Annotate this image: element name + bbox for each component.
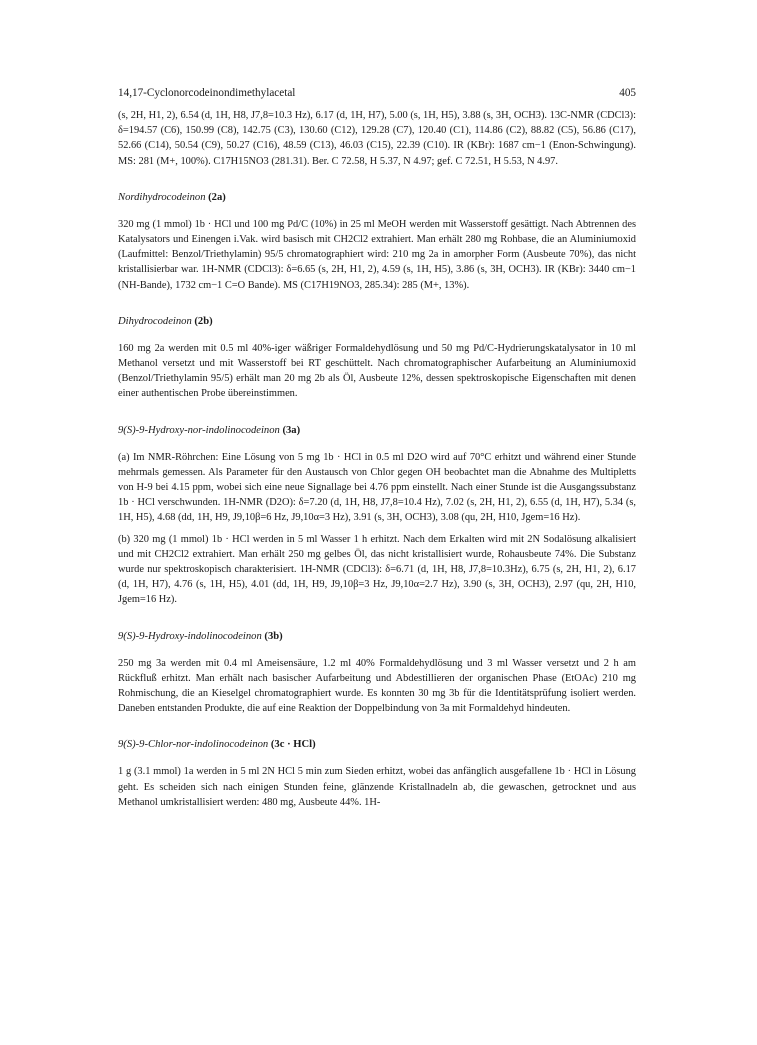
- intro-paragraph: (s, 2H, H1, 2), 6.54 (d, 1H, H8, J7,8=10.3 Hz), 6.17 (d, 1H, H7), 5.00 (s, 1H, H5), 3.88 (s, 3H, OCH3). 13C-NMR (CDCl3): δ=194.57 (C6), 150.99 (C8), 142.75 (C3), 130.60 (C12), 129.28 (C7), 120.40 (C1), 114.86 (C2), 88.82 (C5), 56.86 (C17), 52.66 (C14), 50.54 (C9), 50.27 (C16), 48.59 (C13), 46.03 (C15), 22.39 (C10). IR (KBr): 1687 cm−1 (Enon-Schwingung). MS: 281 (M+, 100%). C17H15NO3 (281.31). Ber. C 72.58, H 5.37, N 4.97; gef. C 72.51, H 5.53, N 4.97.: [118, 110, 636, 167]
- section-2b-paragraph: 160 mg 2a werden mit 0.5 ml 40%-iger wäßriger Formaldehydlösung und 50 mg Pd/C-Hydrierungskatalysator in 10 ml Methanol versetzt und mit Wasserstoff bei RT geschüttelt. Nach chromatographischer Aufarbeitung an Aluminiumoxid (Benzol/Triethylamin 95/5) erhält man 20 mg 2b als Öl, Ausbeute 12%, dessen spektroskopische Eigenschaften mit denen einer authentischen Probe übereinstimmen.: [118, 342, 636, 400]
- section-3a-paragraph-b: (b) 320 mg (1 mmol) 1b · HCl werden in 5 ml Wasser 1 h erhitzt. Nach dem Erkalten wird mit 2N Sodalösung alkalisiert und mit CH2Cl2 extrahiert. Man erhält 250 mg gelbes Öl, das nicht kristallisiert wurde, Rohausbeute 74%. Die Substanz wurde nur spektroskopisch charakterisiert. 1H-NMR (CDCl3): δ=6.71 (d, 1H, H8, J7,8=10.3Hz), 6.75 (s, 2H, H1, 2), 6.17 (d, 1H, H7), 4.76 (s, 1H, H5), 4.01 (dd, 1H, H9, J9,10β=3 Hz, J9,10α=2.7 Hz), 3.90 (s, 3H, OCH3), 2.97 (qu, 2H, H10, Jgem=16 Hz).: [118, 533, 636, 606]
- section-3b-paragraph: 250 mg 3a werden mit 0.4 ml Ameisensäure, 1.2 ml 40% Formaldehydlösung und 3 ml Wasser versetzt und 2 h am Rückfluß erhitzt. Man erhält nach basischer Aufarbeitung und Abdestillieren der organischen Phase (EtOAc) 210 mg Rohmischung, die an Kieselgel chromatographiert wurde. Es konnten 30 mg 3b für die Identitätsprüfung isoliert werden. Daneben entstanden Produkte, die auf eine Reaktion der Doppelbindung von 3a mit Formaldehyd hindeuten.: [118, 657, 636, 715]
- section-2a-paragraph: 320 mg (1 mmol) 1b · HCl und 100 mg Pd/C (10%) in 25 ml MeOH werden mit Wasserstoff gesättigt. Nach Abtrennen des Katalysators und Einengen i.Vak. wird basisch mit CH2Cl2 extrahiert. Man erhält 280 mg Rohbase, die an Aluminiumoxid (Laufmittel: Benzol/Triethylamin) 95/5 chromatographiert wird: 210 mg 2a in amorpher Form (Ausbeute 70%), das nicht kristallisierbar war. 1H-NMR (CDCl3): δ=6.65 (s, 2H, H1, 2), 4.59 (s, 1H, H5), 3.86 (s, 3H, OCH3). IR (KBr): 3440 cm−1 (NH-Bande), 1732 cm−1 C=O Bande). MS (C17H19NO3, 285.34): 285 (M+, 13%).: [118, 218, 636, 291]
- section-3c-paragraph: 1 g (3.1 mmol) 1a werden in 5 ml 2N HCl 5 min zum Sieden erhitzt, wobei das anfänglich ausgefallene 1b · HCl in Lösung geht. Es scheiden sich nach einigen Stunden feine, glänzende Kristallnadeln ab, die gewaschen, getrocknet und aus Methanol umkristallisiert werden: 480 mg, Ausbeute 44%. 1H-: [118, 766, 636, 808]
- section-title-2b: Dihydrocodeinon (2b): [118, 315, 213, 327]
- section-title-2a: Nordihydrocodeinon (2a): [118, 191, 226, 203]
- running-header: [118, 86, 636, 100]
- section-3a-paragraph-a: (a) Im NMR-Röhrchen: Eine Lösung von 5 mg 1b · HCl in 0.5 ml D2O wird auf 70°C erhitzt und während einer Stunde mehrmals gemessen. Als Parameter für den Austausch von Chlor gegen OH beobachtet man die Abnahme des Multipletts von H-9 bei 4.15 ppm, wobei sich eine neue Signallage bei 4.76 ppm einstellt. Nach einer Stunde ist die Ausgangssubstanz 1b · HCl verschwunden. 1H-NMR (D2O): δ=7.20 (d, 1H, H8, J7,8=10.4 Hz), 7.02 (s, 2H, H1, 2), 6.55 (d, 1H, H7), 5.34 (s, 1H, H5), 4.68 (dd, 1H, H9, J9,10β=6 Hz, J9,10α=3 Hz), 3.91 (s, 3H, OCH3), 3.08 (qu, 2H, H10, Jgem=16 Hz).: [118, 451, 636, 524]
- section-title-3b: 9(S)-9-Hydroxy-indolinocodeinon (3b): [118, 630, 283, 642]
- section-title-3a: 9(S)-9-Hydroxy-nor-indolinocodeinon (3a): [118, 424, 301, 436]
- section-title-3c: 9(S)-9-Chlor-nor-indolinocodeinon (3c · HCl): [118, 739, 316, 751]
- page-number: 405: [619, 87, 636, 99]
- page: [118, 86, 636, 810]
- running-title: 14,17-Cyclonorcodeinondimethylacetal: [118, 87, 296, 99]
